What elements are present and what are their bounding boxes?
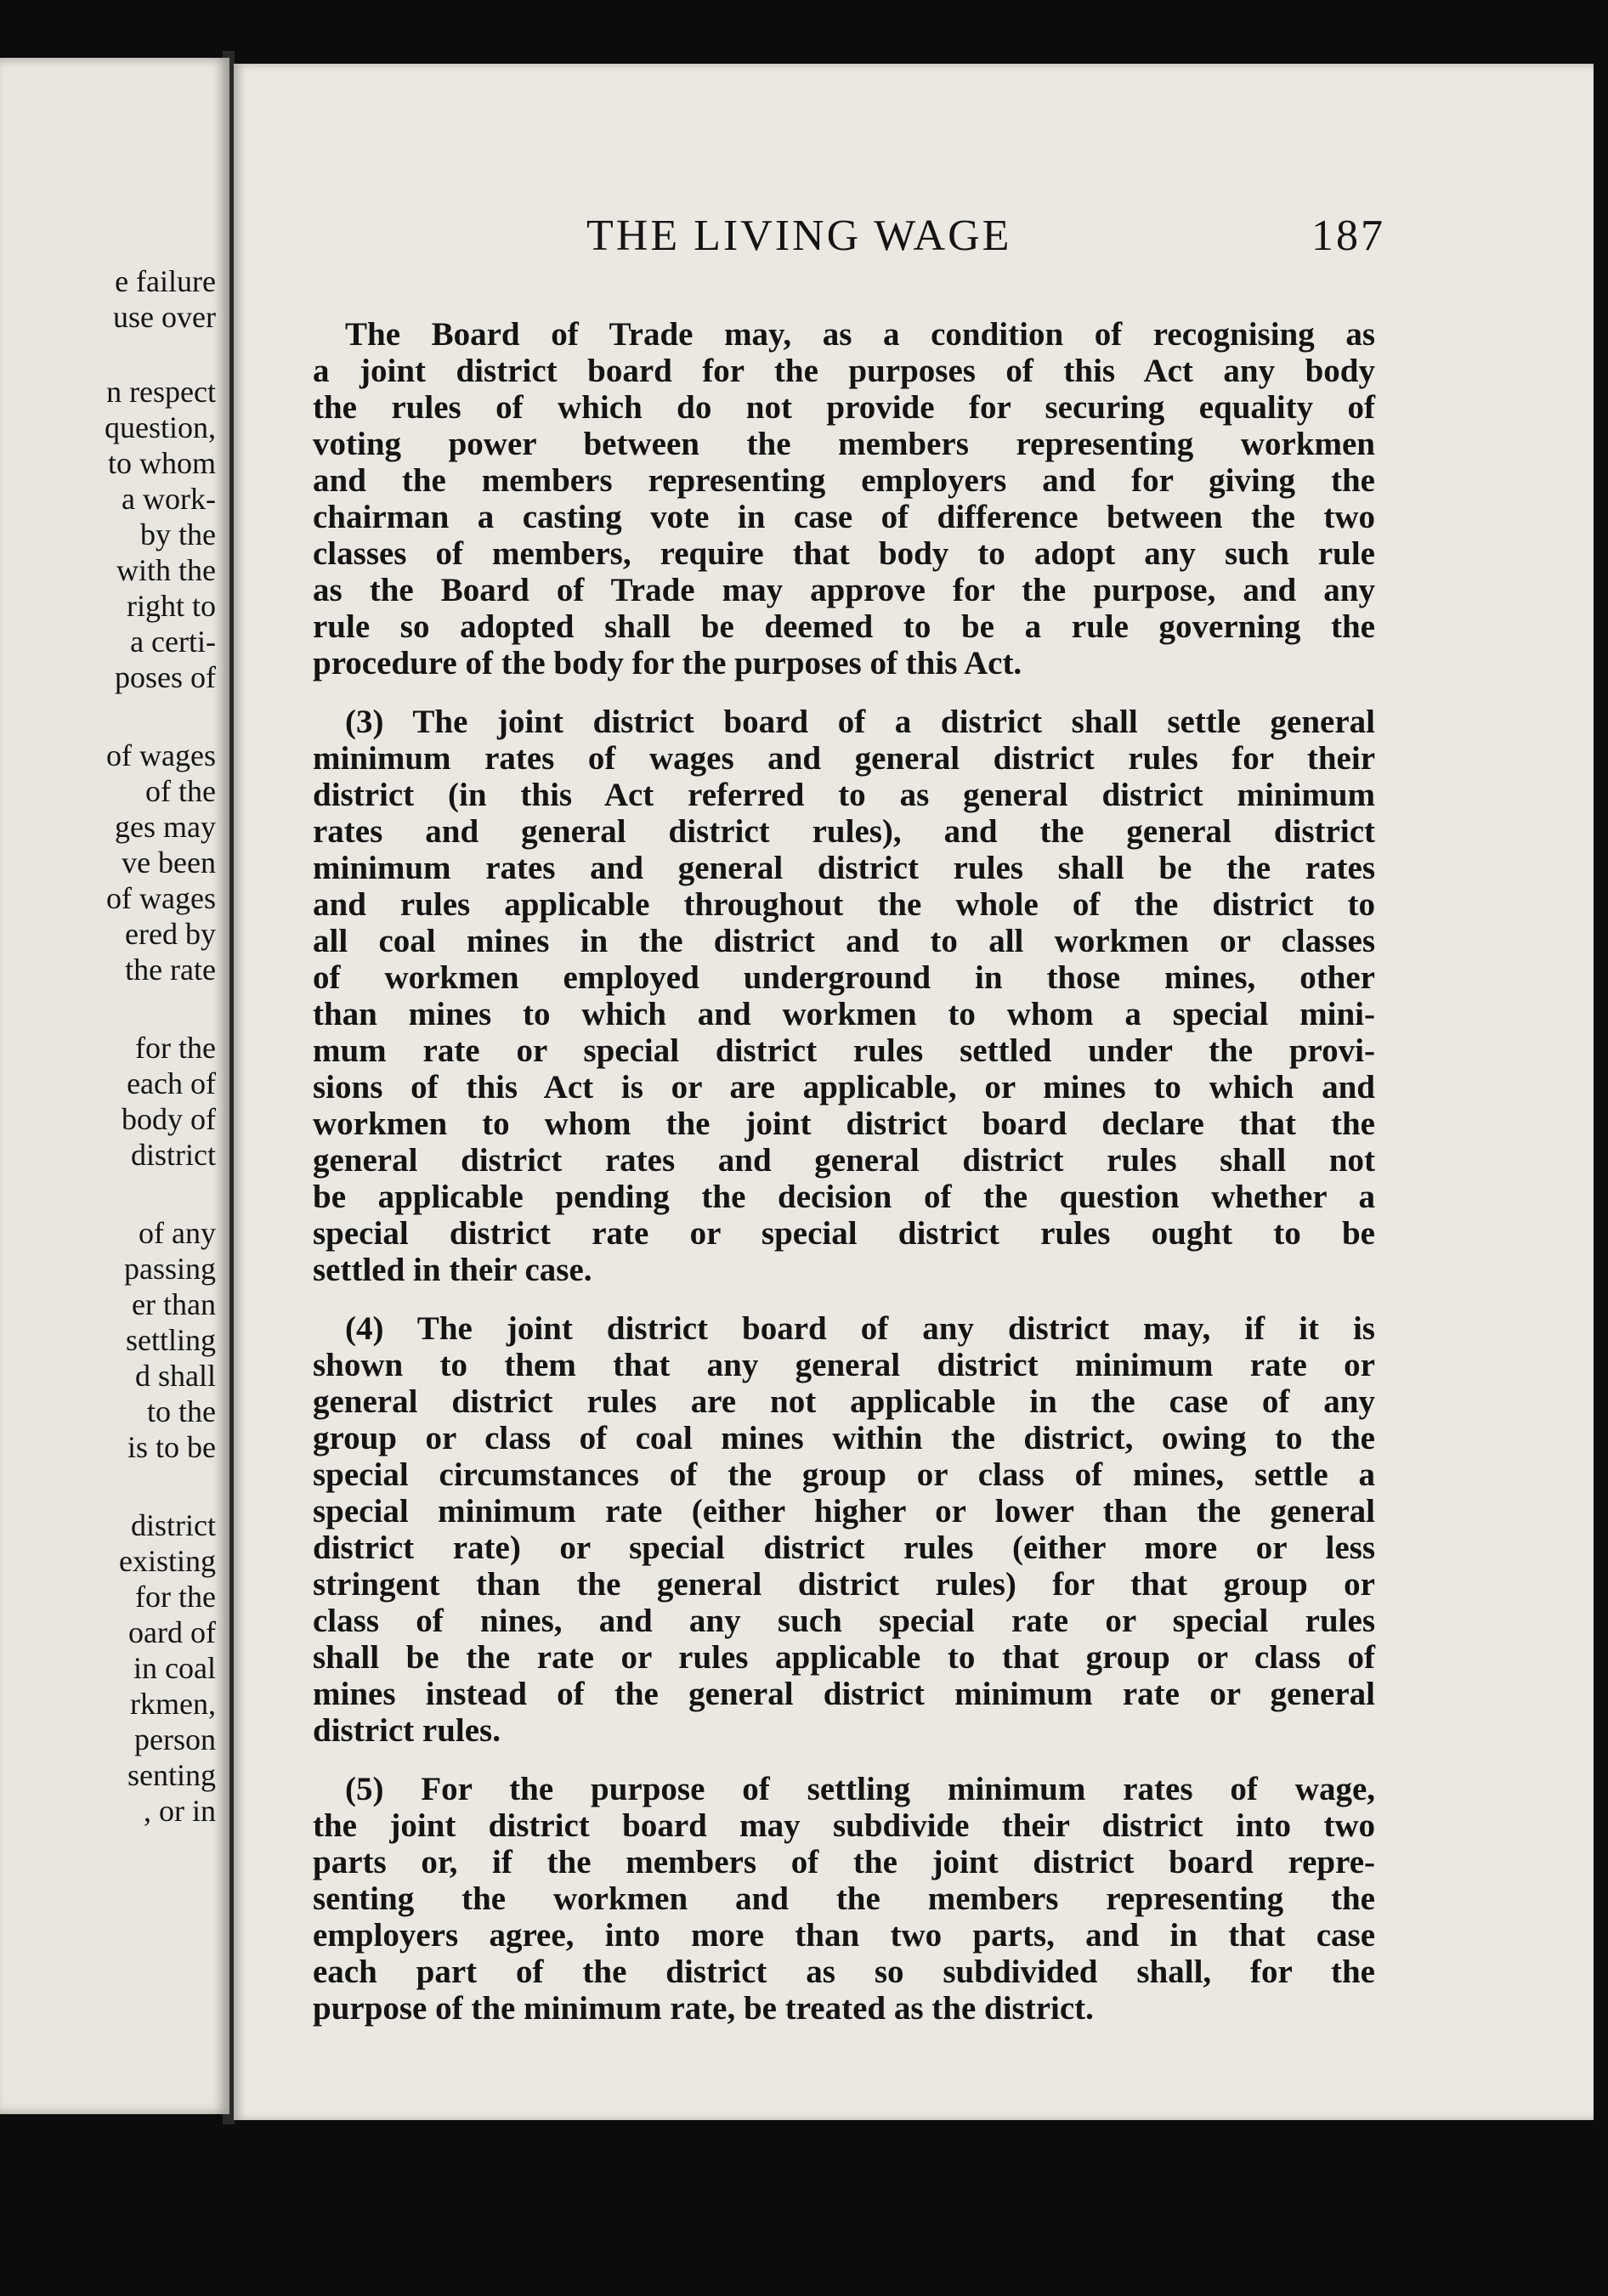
left-page-line: existing xyxy=(119,1544,216,1578)
text-line: procedure of the body for the purposes of this Act. xyxy=(313,645,1022,681)
left-page-line: of wages xyxy=(106,881,216,915)
text-line: a joint district board for the purposes of this Act any body xyxy=(313,353,1375,389)
left-page-line: each of xyxy=(127,1066,216,1100)
left-page-line: a certi- xyxy=(130,625,216,659)
text-line: the rules of which do not provide for securing equality of xyxy=(313,389,1375,426)
left-page-line: ges may xyxy=(115,810,216,844)
left-page-line: passing xyxy=(124,1252,216,1286)
page-header xyxy=(353,211,1385,270)
text-line: stringent than the general district rules) for that group or xyxy=(313,1566,1375,1603)
left-page-line: to whom xyxy=(107,446,216,480)
text-line: (4) The joint district board of any district may, if it is xyxy=(345,1310,1375,1347)
left-page-line: a work- xyxy=(122,482,216,516)
text-line: minimum rates of wages and general district rules for their xyxy=(313,740,1375,777)
left-page-line: , or in xyxy=(144,1794,216,1828)
left-page-line: poses of xyxy=(115,660,216,694)
text-line: workmen to whom the joint district board declare that the xyxy=(313,1106,1375,1142)
left-page-line: ered by xyxy=(125,917,216,951)
page-number: 187 xyxy=(1311,212,1385,260)
left-page-line: of any xyxy=(139,1216,216,1250)
text-line: special district rate or special district rules ought to be xyxy=(313,1215,1375,1252)
text-line: senting the workmen and the members representing the xyxy=(313,1880,1375,1917)
left-page-line: in coal xyxy=(133,1651,216,1685)
text-line: and rules applicable throughout the whole of the district to xyxy=(313,886,1375,923)
left-page-line: n respect xyxy=(106,375,216,409)
left-page-line: person xyxy=(134,1722,216,1756)
text-line: of workmen employed underground in those mines, other xyxy=(313,959,1375,996)
left-page-line: to the xyxy=(147,1394,216,1428)
text-line: The Board of Trade may, as a condition of recognising as xyxy=(345,316,1375,353)
text-line: voting power between the members representing workmen xyxy=(313,426,1375,462)
running-head: THE LIVING WAGE xyxy=(586,212,1012,260)
left-page-line: right to xyxy=(127,589,216,623)
left-page-line: senting xyxy=(127,1758,216,1792)
text-line: shown to them that any general district minimum rate or xyxy=(313,1347,1375,1383)
text-line: than mines to which and workmen to whom a special mini- xyxy=(313,996,1375,1032)
left-page-line: rkmen, xyxy=(130,1687,216,1721)
text-line: rates and general district rules), and the general district xyxy=(313,813,1375,850)
left-page-line: d shall xyxy=(135,1359,216,1393)
text-line: (3) The joint district board of a district shall settle general xyxy=(345,704,1375,740)
text-line: general district rules are not applicable in the case of any xyxy=(313,1383,1375,1420)
text-line: district rules. xyxy=(313,1712,501,1749)
left-page-line: e failure xyxy=(115,264,216,298)
text-line: district rate) or special district rules (either more or less xyxy=(313,1530,1375,1566)
text-line: all coal mines in the district and to all workmen or classes xyxy=(313,923,1375,959)
text-line: settled in their case. xyxy=(313,1252,592,1288)
text-line: mines instead of the general district minimum rate or general xyxy=(313,1676,1375,1712)
text-line: special minimum rate (either higher or lower than the general xyxy=(313,1493,1375,1530)
left-page-line: with the xyxy=(116,553,216,587)
left-page-line: for the xyxy=(135,1580,216,1614)
text-line: class of nines, and any such special rate or special rules xyxy=(313,1603,1375,1639)
text-line: classes of members, require that body to adopt any such rule xyxy=(313,535,1375,572)
left-page-line: for the xyxy=(135,1031,216,1065)
left-page-line: body of xyxy=(122,1102,216,1136)
paragraph xyxy=(313,704,1375,1288)
text-line: district (in this Act referred to as general district minimum xyxy=(313,777,1375,813)
text-line: be applicable pending the decision of the question whether a xyxy=(313,1179,1375,1215)
left-page-line: settling xyxy=(126,1323,216,1357)
left-page-line: the rate xyxy=(125,953,216,987)
text-line: special circumstances of the group or class of mines, settle a xyxy=(313,1456,1375,1493)
left-page-line: district xyxy=(131,1508,216,1542)
text-line: mum rate or special district rules settled under the provi- xyxy=(313,1032,1375,1069)
left-page-line: ve been xyxy=(122,845,216,879)
text-line: as the Board of Trade may approve for the purpose, and any xyxy=(313,572,1375,608)
text-line: and the members representing employers and for giving the xyxy=(313,462,1375,499)
left-page-line: is to be xyxy=(127,1430,216,1464)
text-line: rule so adopted shall be deemed to be a rule governing the xyxy=(313,608,1375,645)
text-line: parts or, if the members of the joint district board repre- xyxy=(313,1844,1375,1880)
facing-page-left xyxy=(0,58,229,2114)
left-page-line: district xyxy=(131,1138,216,1172)
left-page-line: question, xyxy=(105,410,216,444)
left-page-line: by the xyxy=(140,517,216,551)
paragraph xyxy=(313,1771,1375,2027)
left-page-line: of wages xyxy=(106,738,216,772)
text-line: sions of this Act is or are applicable, or mines to which and xyxy=(313,1069,1375,1106)
text-line: shall be the rate or rules applicable to that group or class of xyxy=(313,1639,1375,1676)
body-text xyxy=(313,316,1375,2049)
text-line: employers agree, into more than two parts, and in that case xyxy=(313,1917,1375,1954)
text-line: the joint district board may subdivide their district into two xyxy=(313,1807,1375,1844)
text-line: (5) For the purpose of settling minimum rates of wage, xyxy=(345,1771,1375,1807)
text-line: purpose of the minimum rate, be treated as the district. xyxy=(313,1990,1094,2027)
left-page-line: oard of xyxy=(128,1615,216,1649)
paragraph xyxy=(313,1310,1375,1749)
left-page-line: er than xyxy=(132,1287,216,1321)
left-page-line: of the xyxy=(145,774,216,808)
text-line: group or class of coal mines within the district, owing to the xyxy=(313,1420,1375,1456)
text-line: chairman a casting vote in case of difference between the two xyxy=(313,499,1375,535)
left-page-line: use over xyxy=(113,300,216,334)
paragraph xyxy=(313,316,1375,681)
text-line: general district rates and general district rules shall not xyxy=(313,1142,1375,1179)
text-line: minimum rates and general district rules shall be the rates xyxy=(313,850,1375,886)
text-line: each part of the district as so subdivided shall, for the xyxy=(313,1954,1375,1990)
